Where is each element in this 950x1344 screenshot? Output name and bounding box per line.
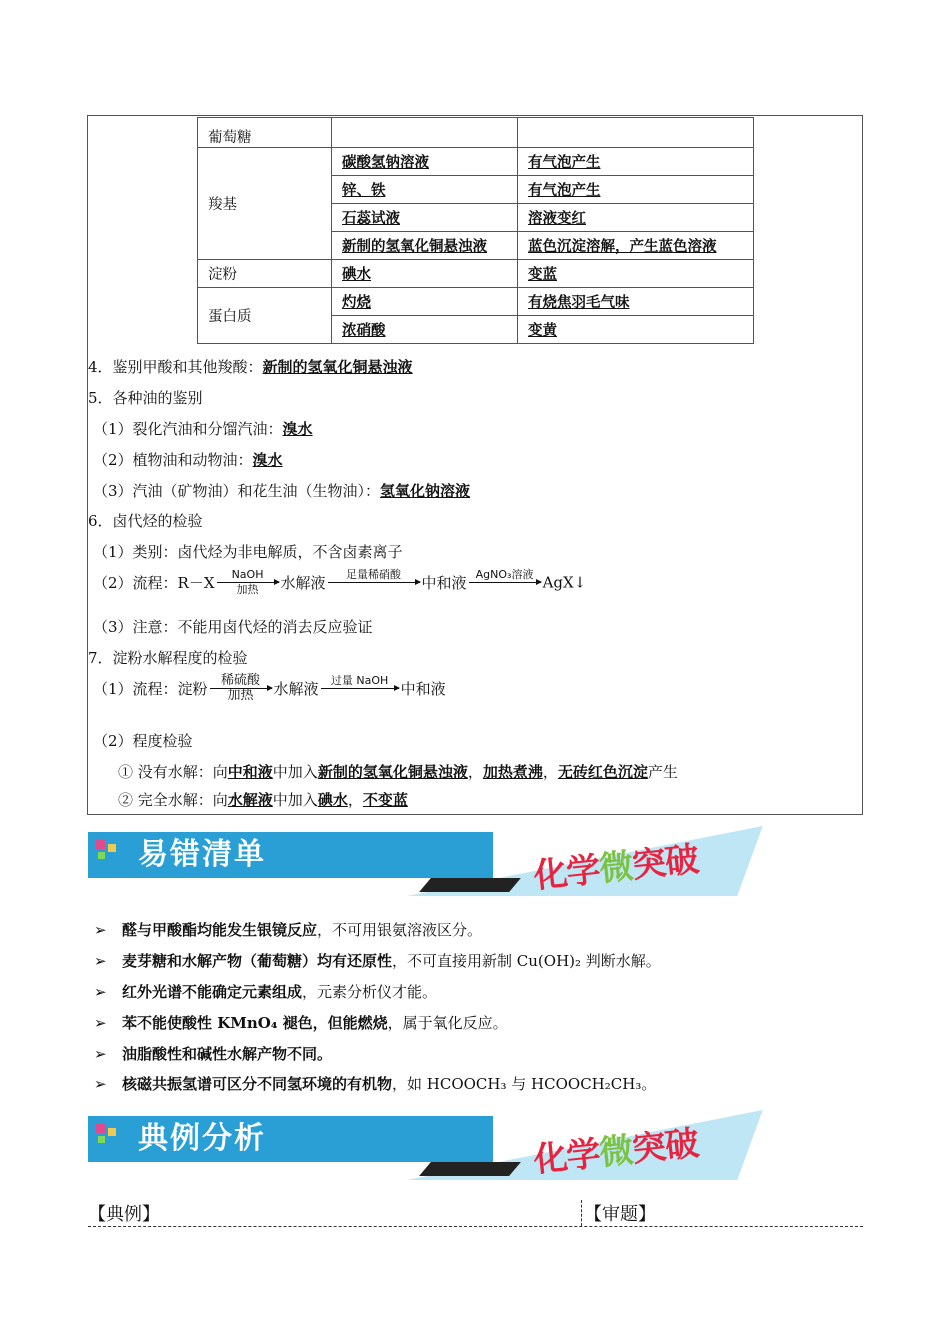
arrow-bullet-icon: ➢ [94,1075,107,1093]
example-label: 【典例】 [88,1204,160,1225]
bullet-bold: 油脂酸性和碱性水解产物不同。 [122,1045,333,1063]
bullet-text: ，不可用银氨溶液区分。 [317,921,483,939]
answer: 溴水 [252,451,283,469]
list-item [94,1073,656,1094]
group-cell: 葡萄糖 [198,118,332,148]
text: AgX↓ [542,573,587,592]
section-6-3: （3）注意：不能用卤代烃的消去反应验证 [93,618,373,636]
banner-chem-text: chemistry [537,1107,617,1137]
text: 中加入 [272,791,318,809]
arrow-bottom [328,584,420,596]
text: ② 完全水解：向 [118,791,228,809]
section-4 [88,356,413,377]
answer: 溴水 [282,420,313,438]
reagent-cell: 锌、铁 [332,176,518,204]
list-item [94,950,661,971]
answer: 中和液 [227,763,273,781]
answer: 加热煮沸 [482,763,543,781]
reagent-cell: 新制的氢氧化铜悬浊液 [332,232,518,260]
section-5: 5．各种油的鉴别 [88,389,203,407]
arrow-top: 足量稀硝酸 [346,568,402,581]
section-6-1: （1）类别：卤代烃为非电解质，不含卤素离子 [93,543,403,561]
arrow-bullet-icon: ➢ [94,983,107,1001]
text: 4．鉴别甲酸和其他羧酸： [88,358,263,376]
arrow-icon [469,582,541,583]
section-7-2: （2）程度检验 [93,732,193,750]
answer: 新制的氢氧化铜悬浊液 [317,763,468,781]
logo-text: 突破 [630,839,701,887]
review-label: 【审题】 [584,1204,656,1225]
bullet-bold: 醛与甲酸酯均能发生银镜反应 [122,921,318,939]
answer: 新制的氢氧化铜悬浊液 [262,358,413,376]
pixel-icon [108,844,116,852]
text: （2）流程：R－X [93,574,215,592]
arrow-bottom: 加热 [236,583,259,596]
bullet-text: ，属于氧化反应。 [387,1014,508,1032]
banner-chem-text: chemistry [537,823,617,853]
dashed-divider [88,1226,863,1227]
bullet-text: ，如 HCOOCH₃ 与 HCOOCH₂CH₃。 [392,1075,657,1093]
section-5-3 [93,480,470,501]
arrow-bullet-icon: ➢ [94,952,107,970]
answer: 不变蓝 [362,791,408,809]
answer: 无砖红色沉淀 [557,763,648,781]
arrow-bullet-icon: ➢ [94,1045,107,1063]
list-item [94,919,482,940]
reaction-arrow [321,675,399,702]
text: （1）裂化汽油和分馏汽油： [93,420,283,438]
logo-text: 突破 [630,1123,701,1171]
pixel-icon [108,1128,116,1136]
logo-text: 微 [597,846,635,890]
text: 水解液 [280,574,326,592]
text: 产生 [647,763,678,781]
group-cell: 蛋白质 [198,288,332,344]
reaction-arrow [328,569,420,596]
arrow-bottom [321,690,399,702]
arrow-bullet-icon: ➢ [94,921,107,939]
bullet-bold: 苯不能使酸性 KMnO₄ 褪色，但能燃烧 [122,1014,388,1032]
bullet-text: ，元素分析仪才能。 [302,983,438,1001]
section-7-2-1 [118,761,678,782]
phenomenon-cell: 有烧焦羽毛气味 [518,288,754,316]
reagent-cell: 碘水 [332,260,518,288]
phenomenon-cell [518,118,754,148]
arrow-bullet-icon: ➢ [94,1014,107,1032]
bullet-bold: 核磁共振氢谱可区分不同氢环境的有机物 [122,1075,393,1093]
list-item [94,1012,508,1033]
pixel-icon [98,852,105,859]
text: ① 没有水解：向 [118,763,228,781]
reagent-cell: 浓硝酸 [332,316,518,344]
text: （1）流程：淀粉 [93,680,208,698]
bullet-bold: 麦芽糖和水解产物（葡萄糖）均有还原性 [122,952,393,970]
section-7-1-flow [93,675,446,702]
section-banner-examples [88,1107,750,1190]
pixel-icon [96,839,106,849]
text: 中和液 [421,574,467,592]
arrow-icon [328,582,420,583]
pixel-icon [98,1136,105,1143]
table-row [198,118,754,148]
arrow-top: 过量 NaOH [330,674,389,687]
text: ， [347,791,363,809]
section-banner-errors [88,823,750,906]
logo-text: 化学 [531,849,602,897]
text: ， [467,763,483,781]
answer: 氢氧化钠溶液 [380,482,471,500]
text: ， [542,763,558,781]
reagent-cell [332,118,518,148]
list-item [94,981,437,1002]
arrow-top: 稀硫酸 [221,673,261,688]
text: （2）植物油和动物油： [93,451,253,469]
reagent-table [197,117,754,344]
banner-shadow [419,878,521,892]
arrow-icon [321,688,399,689]
phenomenon-cell: 蓝色沉淀溶解，产生蓝色溶液 [518,232,754,260]
section-7: 7．淀粉水解程度的检验 [88,649,248,667]
section-6: 6．卤代烃的检验 [88,512,203,530]
group-cell: 羧基 [198,148,332,260]
phenomenon-cell: 变蓝 [518,260,754,288]
pixel-icon [96,1123,106,1133]
table-row [198,260,754,288]
phenomenon-cell: 变黄 [518,316,754,344]
answer: 碘水 [317,791,348,809]
section-5-2 [93,449,283,470]
banner-bar [88,1116,493,1162]
text: 中加入 [272,763,318,781]
list-item [94,1043,332,1064]
arrow-icon [217,582,279,583]
section-6-2-flow [93,569,586,596]
bullet-bold: 红外光谱不能确定元素组成 [122,983,303,1001]
table-row [198,148,754,176]
text: 水解液 [273,680,319,698]
group-cell: 淀粉 [198,260,332,288]
logo-text: 微 [597,1130,635,1174]
arrow-bottom: 加热 [227,688,254,703]
phenomenon-cell: 有气泡产生 [518,176,754,204]
table-row [198,288,754,316]
reagent-cell: 碳酸氢钠溶液 [332,148,518,176]
reagent-cell: 灼烧 [332,288,518,316]
reaction-arrow [217,569,279,596]
section-5-1 [93,418,313,439]
answer: 水解液 [227,791,273,809]
logo-text: 化学 [531,1133,602,1181]
text: （3）汽油（矿物油）和花生油（生物油）： [93,482,381,500]
reagent-cell: 石蕊试液 [332,204,518,232]
reaction-arrow [210,675,272,702]
section-7-2-2 [118,789,408,810]
banner-title: 典例分析 [138,1121,266,1156]
banner-bar [88,832,493,878]
column-divider [581,1200,582,1226]
arrow-icon [210,688,272,689]
arrow-bottom [469,584,541,596]
arrow-top: AgNO₃溶液 [475,568,534,581]
phenomenon-cell: 溶液变红 [518,204,754,232]
bullet-text: ，不可直接用新制 Cu(OH)₂ 判断水解。 [392,952,661,970]
banner-title: 易错清单 [138,837,266,872]
phenomenon-cell: 有气泡产生 [518,148,754,176]
banner-shadow [419,1162,521,1176]
reaction-arrow [469,569,541,596]
text: 中和液 [400,680,446,698]
arrow-top: NaOH [231,568,264,581]
